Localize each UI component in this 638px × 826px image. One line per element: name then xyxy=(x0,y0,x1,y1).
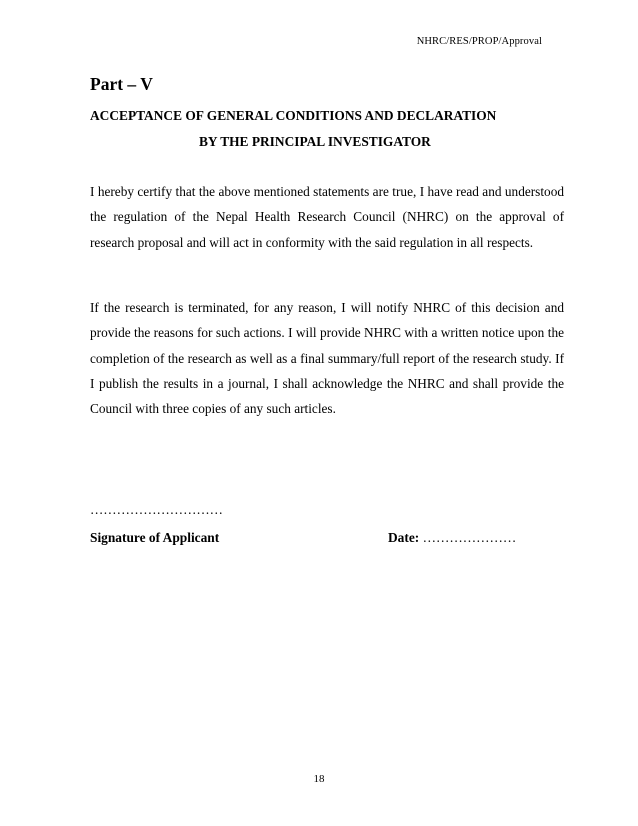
declaration-paragraph-2: If the research is terminated, for any reason, I will notify NHRC of this decision and provide the reasons for such actions. I will provide NHRC with a written notice upon the completion of the research as well as a final summary/full report of the research study. If I publish the results in a journal, I shall acknowledge the NHRC and shall provide the Council with three copies of any such articles. xyxy=(90,300,564,417)
declaration-paragraph-1: I hereby certify that the above mentioned statements are true, I have read and understood the regulation of the Nepal Health Research Council (NHRC) on the approval of research proposal and will act in conformity with the said regulation in all respects. xyxy=(90,184,564,250)
date-label: Date: xyxy=(388,530,420,545)
date-field xyxy=(388,530,516,546)
document-reference-code: NHRC/RES/PROP/Approval xyxy=(416,36,542,47)
part-title: Part – V xyxy=(90,74,153,94)
signature-line: ………………………… xyxy=(90,502,223,517)
page-number: 18 xyxy=(313,773,325,785)
date-line: ………………… xyxy=(419,530,517,545)
section-heading-line-1: ACCEPTANCE OF GENERAL CONDITIONS AND DECLARATION xyxy=(90,108,497,123)
signature-label: Signature of Applicant xyxy=(90,530,220,545)
section-heading-line-2: BY THE PRINCIPAL INVESTIGATOR xyxy=(199,134,431,149)
